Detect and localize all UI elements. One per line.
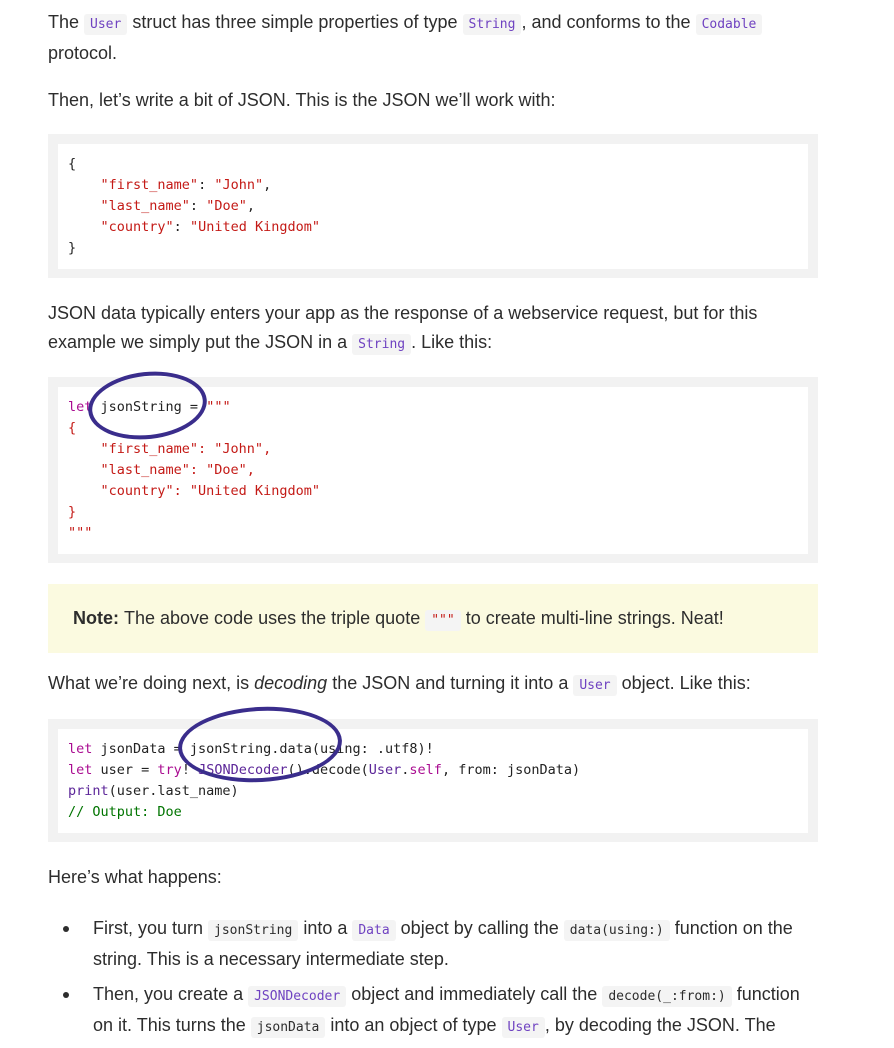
note-callout — [48, 584, 818, 653]
code-json-string: let jsonString = """ { "first_name": "John", "last_name": "Doe", "country": "United Kingdom" } """ — [58, 387, 808, 554]
inline-code-codable: Codable — [696, 14, 763, 35]
code-decode: let jsonData = jsonString.data(using: .utf8)! let user = try! JSONDecoder().decode(User.self, from: jsonData) print(user.last_name) // Output: Doe — [58, 729, 808, 833]
note-label: Note: — [73, 608, 119, 628]
paragraph-json-intro: Then, let’s write a bit of JSON. This is the JSON we’ll work with: — [48, 90, 556, 110]
inline-code-triple-quote: """ — [425, 610, 460, 631]
inline-code-string: String — [463, 14, 522, 35]
code-block-json-string — [48, 377, 818, 563]
note-text: Note: The above code uses the triple quote """ to create multi-line strings. Neat! — [73, 608, 724, 629]
list-item: Then, you create a JSONDecoder object and immediately call the decode(_:from:) function on it. This turns the jsonData into an object of type User , by decoding the JSON. The — [48, 980, 818, 1042]
inline-code-user: User — [84, 14, 127, 35]
code-json: { "first_name": "John", "last_name": "Doe", "country": "United Kingdom" } — [58, 144, 808, 269]
paragraph-user-struct: The User struct has three simple properties of type String , and conforms to the Codable protocol. — [48, 8, 818, 68]
paragraph-decoding: What we’re doing next, is decoding the JSON and turning it into a User object. Like this: — [48, 669, 818, 700]
code-block-decode — [48, 719, 818, 842]
inline-code-string: String — [352, 334, 411, 355]
paragraph-json-string: JSON data typically enters your app as the response of a webservice request, but for this example we simply put the JSON in a String . Like this: — [48, 299, 818, 359]
code-block-json — [48, 134, 818, 278]
inline-code-user: User — [573, 675, 616, 696]
paragraph-what-happens: Here’s what happens: — [48, 867, 222, 887]
list-item: First, you turn jsonString into a Data object by calling the data(using:) function on the string. This is a necessary intermediate step. — [48, 914, 818, 974]
